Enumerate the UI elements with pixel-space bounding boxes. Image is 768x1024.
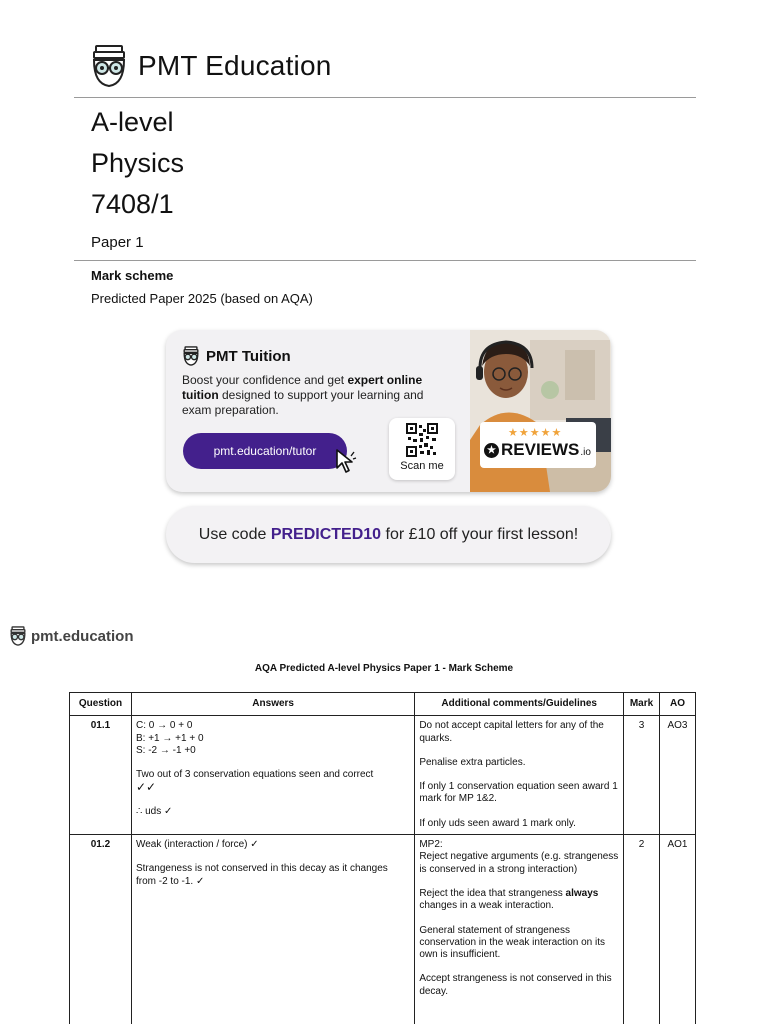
spacer <box>419 769 619 781</box>
answer-line: B: +1 → +1 + 0 <box>135 732 204 744</box>
spacer <box>136 794 410 806</box>
guideline-line: General statement of strangeness conservation in the weak interaction on its own is insufficient. <box>419 924 605 961</box>
reviews-badge <box>480 422 596 468</box>
spacer <box>419 961 619 973</box>
paper-code: 7408/1 <box>91 189 174 219</box>
level-title: A-level <box>91 107 174 137</box>
answers-cell <box>131 716 414 835</box>
qr-scan-label: Scan me <box>400 460 444 472</box>
ao-cell: AO3 <box>660 716 696 835</box>
qr-code-icon <box>406 423 438 457</box>
table-header-row <box>70 693 696 716</box>
promo-text-part1: Boost your confidence and get <box>182 373 348 387</box>
title-divider <box>74 260 696 261</box>
guidelines-cell <box>415 835 624 1024</box>
spacer <box>419 876 619 888</box>
guideline-text: changes in a weak interaction. <box>419 900 554 912</box>
discount-code-banner <box>166 506 611 563</box>
cover-title-block <box>91 102 184 251</box>
guideline-line: MP2: <box>419 839 443 851</box>
promo-text-part2: designed to support your learning and exam preparation. <box>182 388 424 417</box>
mark-scheme-table <box>69 692 696 1024</box>
reviews-suffix: .io <box>580 446 591 458</box>
guideline-line: Reject negative arguments (e.g. strangeness is conserved in a strong interaction) <box>419 851 619 875</box>
header-divider <box>74 97 696 98</box>
reviews-label: REVIEWS <box>501 440 580 459</box>
answer-line: Two out of 3 conservation equations seen and correct <box>135 769 374 781</box>
mark-scheme-subtitle: Predicted Paper 2025 (based on AQA) <box>91 291 313 306</box>
qr-code-card[interactable] <box>389 418 455 480</box>
guideline-line: Accept strangeness is not conserved in this decay. <box>419 973 612 997</box>
page2-logo-text: pmt.education <box>31 627 134 645</box>
spacer <box>419 913 619 925</box>
promo-description <box>182 373 452 418</box>
document-header <box>90 44 332 88</box>
tuition-promo-banner <box>166 330 611 492</box>
column-header-ao: AO <box>660 693 696 716</box>
brand-name: PMT Education <box>138 50 332 81</box>
ao-cell: AO1 <box>660 835 696 1024</box>
answer-line: Strangeness is not conserved in this decay as it changes from -2 to -1. ✓ <box>135 863 388 887</box>
table-row <box>70 716 696 835</box>
answer-line: ✓✓ <box>135 780 157 795</box>
answer-line: ∴ uds ✓ <box>135 805 173 817</box>
guideline-emphasis: always <box>565 887 599 899</box>
column-header-question: Question <box>70 693 132 716</box>
promo-brand-label: PMT Tuition <box>206 347 291 365</box>
column-header-guidelines: Additional comments/Guidelines <box>415 693 624 716</box>
subject-title: Physics <box>91 148 185 178</box>
guideline-line: Penalise extra particles. <box>419 756 526 768</box>
guideline-line: Do not accept capital letters for any of the quarks. <box>419 720 604 744</box>
owl-glasses-book-icon <box>182 346 200 366</box>
guideline-line <box>419 888 619 913</box>
mark-cell: 3 <box>624 716 660 835</box>
mark-scheme-label: Mark scheme <box>91 268 174 283</box>
answer-line: C: 0 → 0 + 0 <box>135 720 193 732</box>
rating-stars: ★★★★★ <box>508 427 563 439</box>
question-number: 01.2 <box>70 835 132 1024</box>
table-row <box>70 835 696 1024</box>
owl-glasses-book-icon <box>9 626 27 646</box>
guideline-line: If only 1 conservation equation seen award 1 mark for MP 1&2. <box>419 781 618 805</box>
star-badge-icon: ★ <box>484 443 499 458</box>
answer-line: S: -2 → -1 +0 <box>135 744 196 756</box>
answer-line: Weak (interaction / force) ✓ <box>135 839 259 851</box>
question-number: 01.1 <box>70 716 132 835</box>
spacer <box>136 757 410 769</box>
spacer <box>419 806 619 818</box>
answers-cell <box>131 835 414 1024</box>
guideline-line: If only uds seen award 1 mark only. <box>419 817 576 829</box>
spacer <box>419 745 619 757</box>
discount-code: PREDICTED10 <box>270 525 382 543</box>
code-text-part1: Use code <box>198 525 271 543</box>
column-header-mark: Mark <box>624 693 660 716</box>
promo-brand <box>182 346 452 366</box>
cursor-pointer-icon <box>334 448 360 474</box>
guideline-text: Reject the idea that strangeness <box>419 887 566 899</box>
column-header-answers: Answers <box>131 693 414 716</box>
mark-cell: 2 <box>624 835 660 1024</box>
reviews-logo <box>484 440 591 460</box>
code-text-part2: for £10 off your first lesson! <box>381 525 579 543</box>
promo-text-bold: expert online tuition <box>182 373 423 402</box>
guidelines-cell <box>415 716 624 835</box>
spacer <box>136 851 410 863</box>
mark-scheme-title: AQA Predicted A-level Physics Paper 1 - Mark Scheme <box>254 663 514 674</box>
tutor-link-button[interactable]: pmt.education/tutor <box>183 433 347 469</box>
owl-glasses-book-icon <box>90 44 128 88</box>
page2-logo <box>9 626 134 646</box>
paper-number: Paper 1 <box>91 234 144 251</box>
